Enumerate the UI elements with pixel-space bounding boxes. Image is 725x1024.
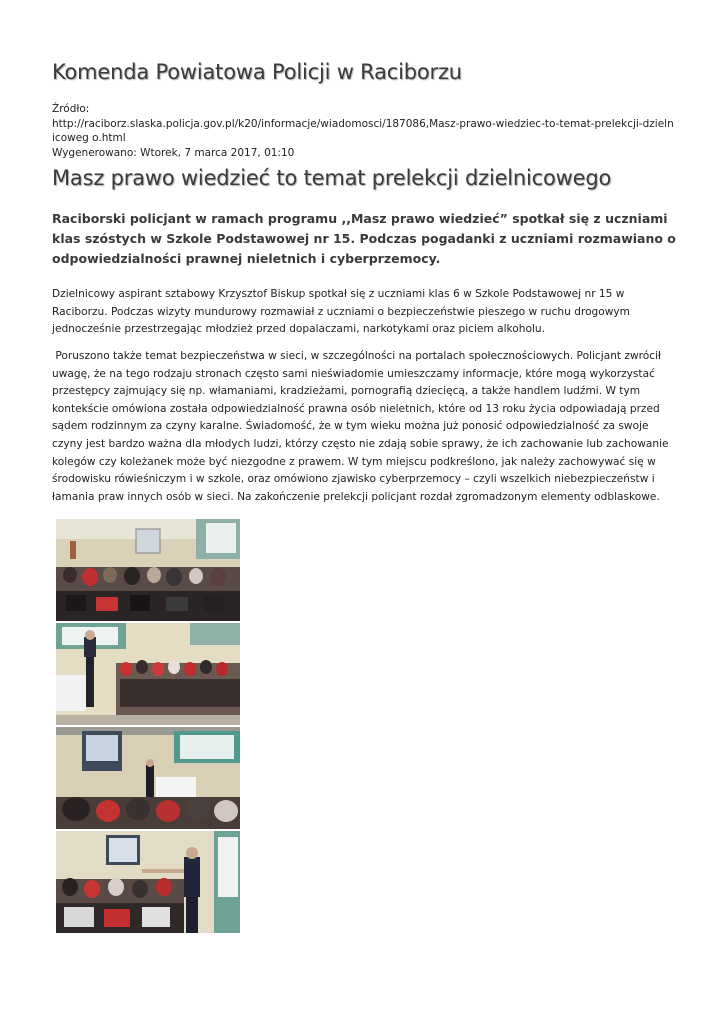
gallery-photo-1[interactable] [56,519,240,621]
source-metadata [52,102,676,160]
article-paragraph-2: Poruszono także temat bezpieczeństwa w sieci, w szczególności na portalach społecznościowych. Policjant zwrócił uwagę, że na tego rodzaju stronach często sami nieświadomie umieszczamy informacje, które mogą wykorzystać przestępcy zajmujący się np. włamaniami, kradzieżami, pornografią dziecięcą, a także handlem ludźmi. W tym kontekście omówiona została odpowiedzialność prawna osób nieletnich, które od 13 roku życia odpowiadają przed sądem rodzinnym za czyny karalne. Świadomość, że w tym wieku można już ponosić odpowiedzialność za swoje czyny jest bardzo ważna dla młodych ludzi, którzy często nie zdają sobie sprawy, że ich zachowanie lub zachowanie kolegów czy koleżanek może być niezgodne z prawem. W tym miejscu podkreślono, jak należy zachowywać się w środowisku rówieśniczym i w szkole, oraz omówiono zjawisko cyberprzemocy – czyli wszelkich niebezpieczeństw i łamania praw innych osób w sieci. Na zakończenie prelekcji policjant rozdał zgromadzonym elementy odblaskowe. [52,350,672,503]
classroom-photo-1 [56,519,240,621]
source-url[interactable]: http://raciborz.slaska.policja.gov.pl/k20/informacje/wiadomosci/187086,Masz-prawo-wiedziec-to-temat-prelekcji-dzielnicoweg o.html [52,117,674,144]
gallery-photo-2[interactable] [56,623,240,725]
article-lead: Raciborski policjant w ramach programu ,,Masz prawo wiedzieć” spotkał się z uczniami klas szóstych w Szkole Podstawowej nr 15. Podczas pogadanki z uczniami rozmawiano o odpowiedzialności prawnej nieletnich i cyberprzemocy. [52,211,676,266]
generated-date: Wygenerowano: Wtorek, 7 marca 2017, 01:10 [52,146,295,159]
site-title: Komenda Powiatowa Policji w Raciborzu [52,60,462,84]
classroom-photo-4 [56,831,240,933]
source-label: Źródło: [52,103,90,115]
photo-gallery [56,519,240,935]
article-title: Masz prawo wiedzieć to temat prelekcji dzielnicowego [52,166,612,190]
classroom-photo-2 [56,623,240,725]
gallery-photo-4[interactable] [56,831,240,933]
article-paragraph-1: Dzielnicowy aspirant sztabowy Krzysztof Biskup spotkał się z uczniami klas 6 w Szkole Podstawowej nr 15 w Raciborzu. Podczas wizyty mundurowy rozmawiał z uczniami o bezpieczeństwie pieszego w ruchu drogowym jednocześnie przestrzegając młodzież przed dopalaczami, narkotykami oraz piciem alkoholu. [52,288,631,336]
gallery-photo-3[interactable] [56,727,240,829]
classroom-photo-3 [56,727,240,829]
